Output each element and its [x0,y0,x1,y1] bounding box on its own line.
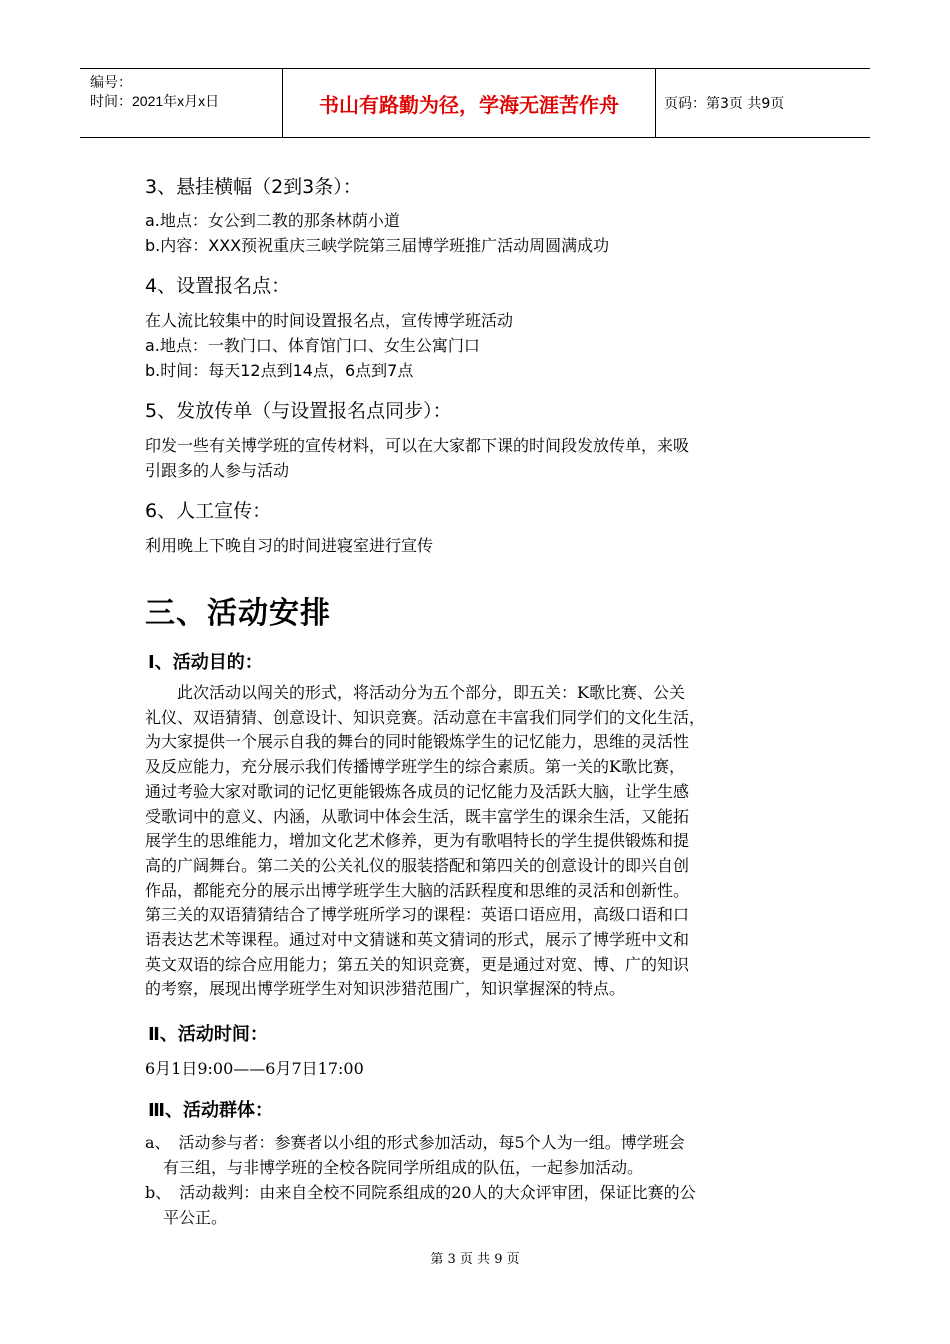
paragraph-line: 通过考验大家对歌词的记忆更能锻炼各成员的记忆能力及活跃大脑，让学生感 [145,781,690,801]
paragraph-line: 展学生的思维能力，增加文化艺术修养，更为有歌唱特长的学生提供锻炼和提 [145,831,690,851]
paragraph-line: 此次活动以闯关的形式，将活动分为五个部分，即五关：K歌比赛、公关 [145,683,685,702]
section-4-line: a.地点：一教门口、体育馆门口、女生公寓门口 [145,336,480,355]
section-4-line: b.时间：每天12点到14点，6点到7点 [145,361,414,380]
list-item-line: 平公正。 [163,1208,228,1227]
paragraph-line: 英文双语的综合应用能力；第五关的知识竞赛，更是通过对宽、博、广的知识 [145,954,690,974]
list-item-line: 有三组，与非博学班的全校各院同学所组成的队伍，一起参加活动。 [163,1158,644,1177]
section-3-line: a.地点：女公到二教的那条林荫小道 [145,211,400,230]
paragraph-line: 语表达艺术等课程。通过对中文猜谜和英文猜词的形式，展示了博学班中文和 [145,930,690,950]
section-3-line: b.内容：XXX预祝重庆三峡学院第三届博学班推广活动周圆满成功 [145,236,610,255]
list-item-line: b、 活动裁判：由来自全校不同院系组成的20人的大众评审团，保证比赛的公 [145,1183,696,1202]
section-5-line: 印发一些有关博学班的宣传材料，可以在大家都下课的时间段发放传单，来吸 [145,436,690,455]
section-4-title: 4、设置报名点： [145,275,291,297]
page-footer: 第 3 页 共 9 页 [430,1252,520,1267]
group-title: Ⅲ、活动群体： [148,1100,274,1121]
time-value: 6月1日9:00——6月7日17:00 [145,1059,364,1078]
paragraph-line: 为大家提供一个展示自我的舞台的同时能锻炼学生的记忆能力，思维的灵活性 [145,732,690,752]
section-4-line: 在人流比较集中的时间设置报名点，宣传博学班活动 [145,311,514,330]
header-motto: 书山有路勤为径，学海无涯苦作舟 [319,92,619,117]
section-5-line: 引跟多的人参与活动 [145,461,290,480]
section-6-line: 利用晚上下晚自习的时间进寝室进行宣传 [145,536,434,555]
paragraph-line: 高的广阔舞台。第二关的公关礼仪的服装搭配和第四关的创意设计的即兴自创 [145,855,690,875]
doc-number-label: 编号： [90,74,132,90]
paragraph-line: 礼仪、双语猜猜、创意设计、知识竞赛。活动意在丰富我们同学们的文化生活， [145,707,706,727]
paragraph-line: 及反应能力，充分展示我们传播博学班学生的综合素质。第一关的K歌比赛， [145,757,685,777]
time-title: Ⅱ、活动时间： [148,1024,268,1045]
section-6-title: 6、人工宣传： [145,500,272,522]
chapter-title: 三、活动安排 [145,596,331,631]
paragraph-line: 的考察，展现出博学班学生对知识涉猎范围广，知识掌握深的特点。 [145,979,626,999]
section-3-title: 3、悬挂横幅（2到3条）： [145,176,362,198]
header-meta [80,69,282,137]
header-page-label: 页码：第3页 共9页 [664,96,785,112]
purpose-paragraph [145,681,817,1002]
paragraph-line: 受歌词中的意义、内涵，从歌词中体会生活，既丰富学生的课余生活，又能拓 [145,806,690,826]
paragraph-line: 作品，都能充分的展示出博学班学生大脑的活跃程度和思维的灵活和创新性。 [145,880,690,900]
group-item-participants [145,1130,815,1180]
list-item-line: a、 活动参与者：参赛者以小组的形式参加活动，每5个人为一组。博学班会 [145,1133,685,1152]
doc-date-label: 时间：2021年x月x日 [90,93,220,109]
paragraph-line: 第三关的双语猜猜结合了博学班所学习的课程：英语口语应用，高级口语和口 [145,905,690,925]
purpose-title: Ⅰ、活动目的： [148,652,263,673]
page-header [80,68,870,138]
group-item-judges [145,1180,815,1230]
section-5-title: 5、发放传单（与设置报名点同步）： [145,400,452,422]
header-divider [655,69,656,137]
